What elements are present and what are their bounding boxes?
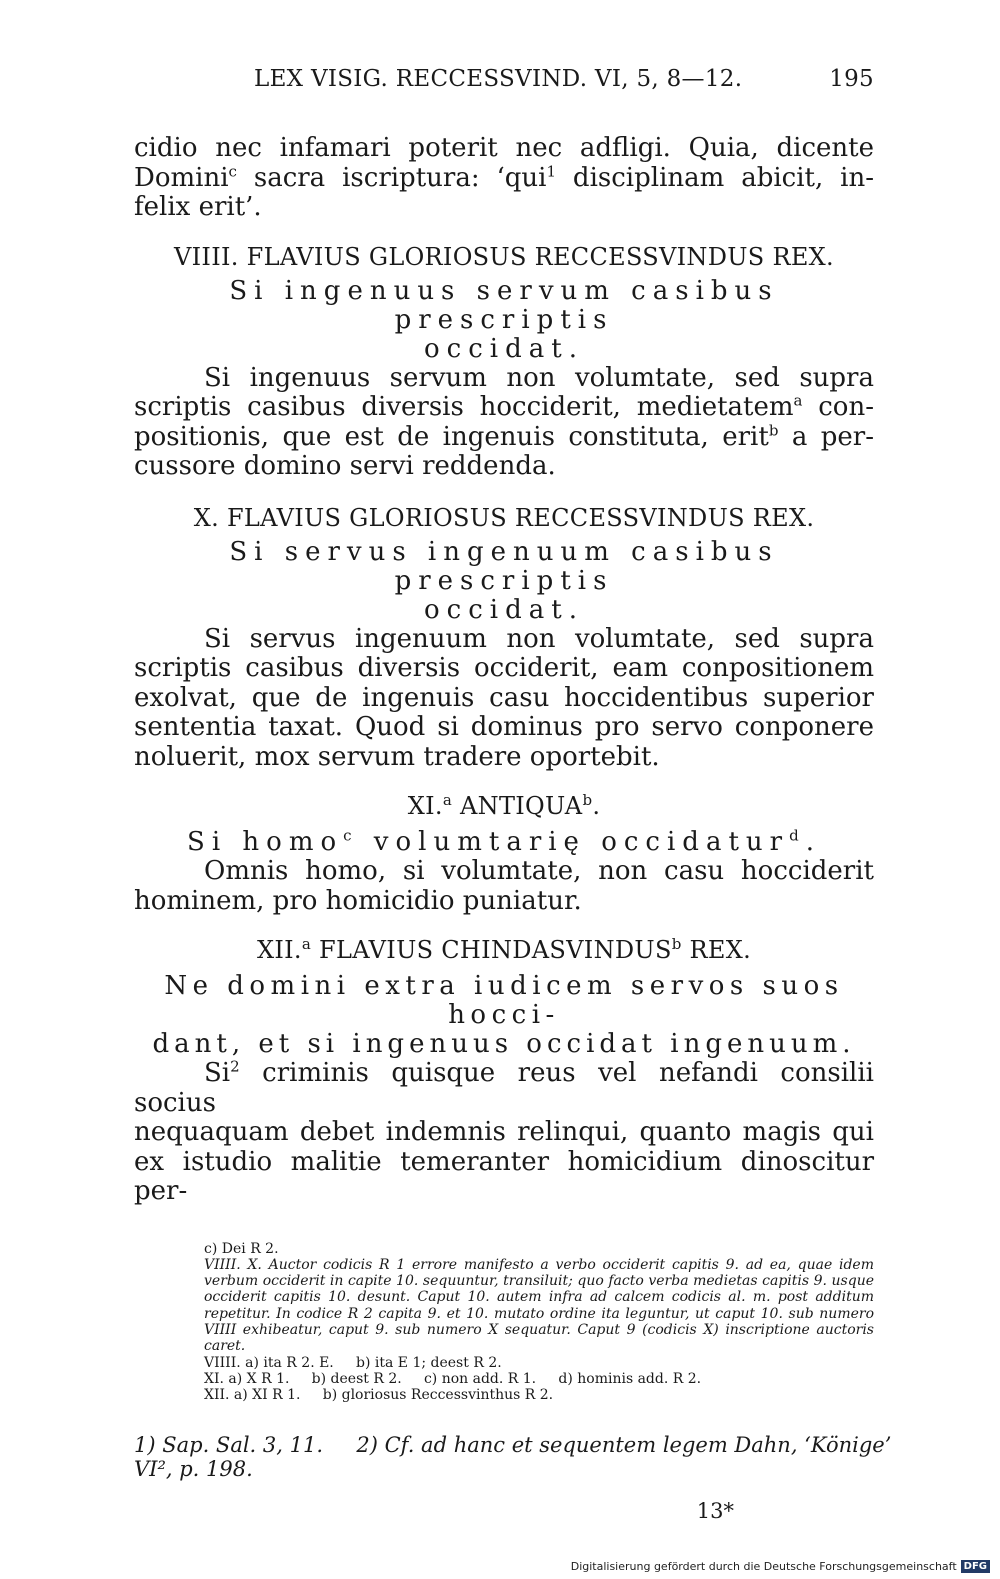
rubric: Si servus ingenuum casibus prescriptis xyxy=(229,536,779,596)
text-line: Si$^2$ criminis quisque reus vel nefandi consilii socius xyxy=(134,1057,874,1118)
running-header xyxy=(254,66,874,96)
section-title: XII.$^a$ FLAVIUS CHINDASVINDUS$^b$ REX. xyxy=(256,935,752,964)
critical-apparatus xyxy=(204,1241,874,1404)
text-line: hominem, pro homicidio puniatur. xyxy=(134,885,582,916)
rubric: Si ingenuus servum casibus prescriptis xyxy=(229,275,779,335)
footnote-line: VI², p. 198. xyxy=(134,1457,253,1482)
page-number: 195 xyxy=(829,66,874,92)
text-line: cidio nec infamari poterit nec adfligi. Quia, dicente xyxy=(134,133,874,163)
section-10 xyxy=(134,504,874,773)
section-title: X. FLAVIUS GLORIOSUS RECCESSVINDUS REX. xyxy=(193,503,815,532)
rubric: dant, et si ingenuus occidat ingenuum. xyxy=(152,1029,856,1059)
rubric: occidat. xyxy=(424,594,584,625)
apparatus-note: VIIII. a) ita R 2. E. b) ita E 1; deest R 2. xyxy=(204,1354,502,1371)
section-title: XI.$^a$ ANTIQUA$^b$. xyxy=(407,791,601,820)
text-line: exolvat, que de ingenuis casu hoccidentibus superior xyxy=(134,682,874,713)
text-line: Si servus ingenuum non volumtate, sed supra xyxy=(204,623,874,654)
text-line: positionis, que est de ingenuis constituta, erit$^b$ a per- xyxy=(134,420,874,452)
rubric: Ne domini extra iudicem servos suos hocci- xyxy=(164,971,844,1030)
dfg-logo-icon: DFG xyxy=(961,1560,990,1573)
text-line: ex istudio malitie temeranter homicidium dinoscitur per- xyxy=(134,1146,874,1206)
text-line: noluerit, mox servum tradere oportebit. xyxy=(134,741,660,772)
text-line: nequaquam debet indemnis relinqui, quanto magis qui xyxy=(134,1117,874,1147)
digitization-footer xyxy=(571,1560,990,1573)
opening-paragraph xyxy=(134,134,874,223)
footnote-line: 1) Sap. Sal. 3, 11. 2) Cf. ad hanc et sequentem legem Dahn, ‘Könige’ xyxy=(134,1433,892,1458)
apparatus-note: XI. a) X R 1. b) deest R 2. c) non add. R 1. d) hominis add. R 2. xyxy=(204,1370,702,1387)
page xyxy=(134,66,892,1524)
apparatus-note: XII. a) XI R 1. b) gloriosus Reccessvinthus R 2. xyxy=(204,1387,554,1404)
text-line: sententia taxat. Quod si dominus pro servo conponere xyxy=(134,712,874,742)
footer-text: Digitalisierung gefördert durch die Deutsche Forschungsgemeinschaft xyxy=(570,1560,957,1573)
signature-mark: 13* xyxy=(696,1499,734,1524)
apparatus-note: VIIII. X. Auctor codicis R 1 errore manifesto a verbo occiderit capitis 9. ad ea, quae idem verbum occiderit in capite 10. sequuntur, transiluit; quo facto verba medietas capitis 9. usque occiderit capitis 10. desunt. Caput 10. autem infra ad calcem codicis al. m. post additum repetitur. In codice R 2 capita 9. et 10. mutato ordine ita leguntur, ut caput 10. sub numero VIIII exhibeatur, caput 9. sub numero X sequatur. Caput 9 (codicis X) inscriptione auctoris caret. xyxy=(204,1256,874,1355)
running-title: LEX VISIG. RECCESSVIND. VI, 5, 8—12. xyxy=(254,66,743,92)
rubric: Si homo$^c$ volumtarię occidatur$^d$. xyxy=(187,826,821,857)
text-line: Domini$^c$ sacra iscriptura: ‘qui$^1$ disciplinam abicit, in- xyxy=(134,161,874,193)
apparatus-note: c) Dei R 2. xyxy=(204,1240,279,1257)
text-line: Si ingenuus servum non volumtate, sed supra xyxy=(204,362,874,393)
section-9 xyxy=(134,243,874,482)
section-title: VIIII. FLAVIUS GLORIOSUS RECCESSVINDUS REX. xyxy=(174,242,834,271)
text-line: Omnis homo, si volumtate, non casu hocciderit xyxy=(204,856,874,886)
rubric: occidat. xyxy=(424,333,584,364)
text-line: felix erit’. xyxy=(134,192,262,222)
footnotes xyxy=(134,1433,892,1482)
section-11 xyxy=(134,792,874,916)
section-12 xyxy=(134,936,874,1207)
text-line: cussore domino servi reddenda. xyxy=(134,451,556,481)
text-line: scriptis casibus diversis occiderit, eam conpositionem xyxy=(134,653,874,683)
text-line: scriptis casibus diversis hocciderit, medietatem$^a$ con- xyxy=(134,391,874,422)
